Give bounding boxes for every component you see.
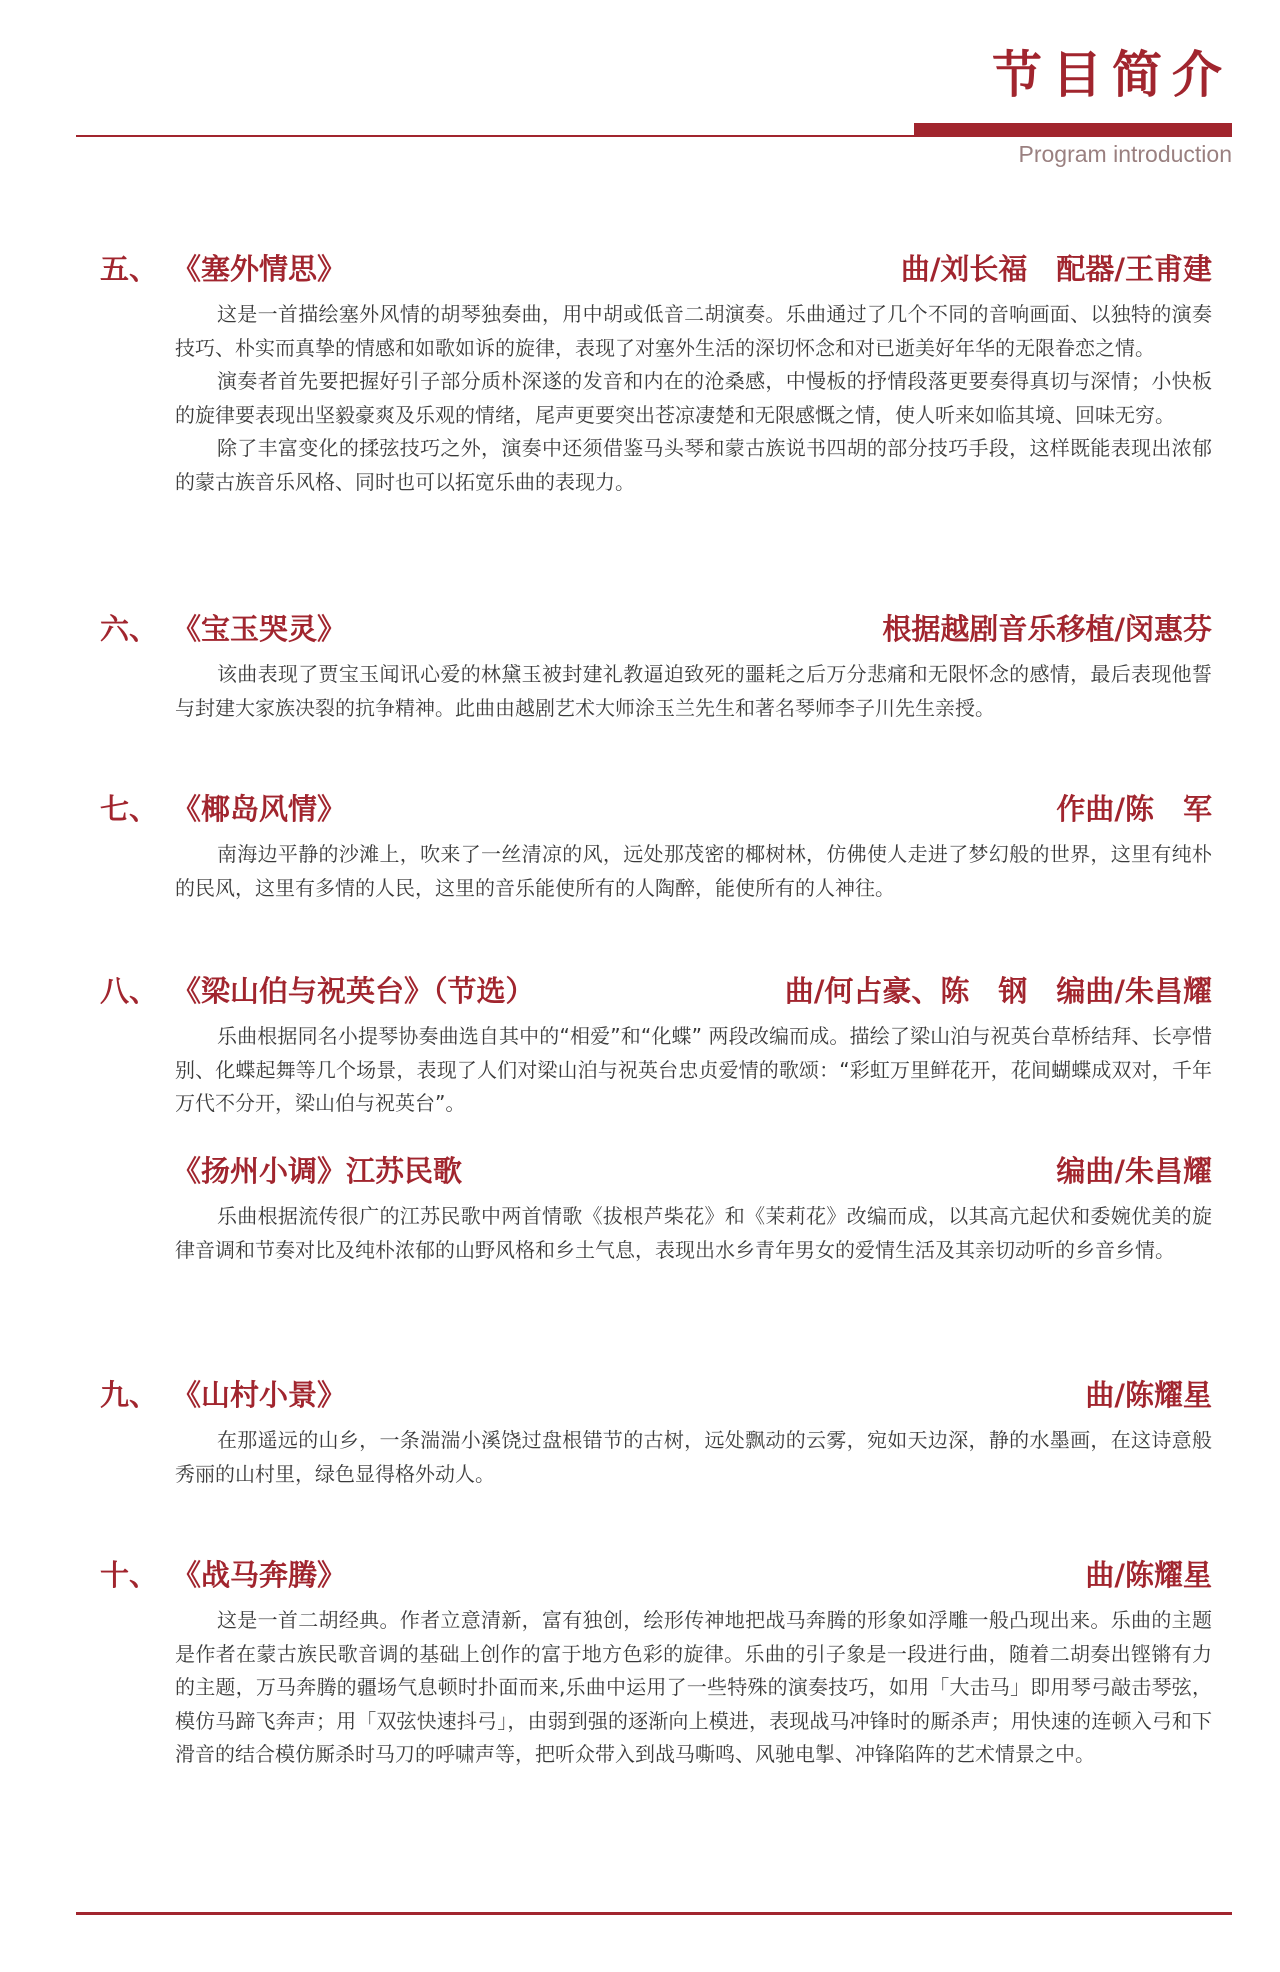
program-number: 九、 xyxy=(100,1378,159,1412)
program-credit: 曲/陈耀星 xyxy=(1085,1558,1212,1592)
program-credit: 曲/刘长福 配器/王甫建 xyxy=(900,252,1212,286)
program-title: 《战马奔腾》 xyxy=(172,1558,347,1592)
header-accent-bar xyxy=(914,123,1232,135)
program-title: 《宝玉哭灵》 xyxy=(172,612,347,646)
program-description xyxy=(175,1604,1212,1772)
program-7 xyxy=(0,788,1280,905)
program-number: 七、 xyxy=(100,792,159,826)
program-credit: 曲/陈耀星 xyxy=(1085,1378,1212,1412)
description-paragraph: 南海边平静的沙滩上，吹来了一丝清凉的风，远处那茂密的椰树林，仿佛使人走进了梦幻般的世界，这里有纯朴的民风，这里有多情的人民，这里的音乐能使所有的人陶醉，能使所有的人神往。 xyxy=(175,842,1212,900)
program-heading xyxy=(0,1374,1280,1416)
program-description xyxy=(175,298,1212,500)
program-title: 《山村小景》 xyxy=(172,1378,347,1412)
program-10 xyxy=(0,1554,1280,1772)
program-8 xyxy=(0,970,1280,1121)
program-title: 《塞外情思》 xyxy=(172,252,347,286)
program-number: 五、 xyxy=(100,252,159,286)
program-title: 《梁山伯与祝英台》（节选） xyxy=(172,974,535,1008)
program-description xyxy=(175,658,1212,725)
footer-divider xyxy=(76,1912,1232,1915)
program-description xyxy=(175,1020,1212,1121)
program-heading xyxy=(0,248,1280,290)
program-heading xyxy=(0,788,1280,830)
description-paragraph: 除了丰富变化的揉弦技巧之外，演奏中还须借鉴马头琴和蒙古族说书四胡的部分技巧手段，这样既能表现出浓郁的蒙古族音乐风格、同时也可以拓宽乐曲的表现力。 xyxy=(175,436,1212,494)
description-paragraph: 这是一首描绘塞外风情的胡琴独奏曲，用中胡或低音二胡演奏。乐曲通过了几个不同的音响画面、以独特的演奏技巧、朴实而真挚的情感和如歌如诉的旋律，表现了对塞外生活的深切怀念和对已逝美好年华的无限眷恋之情。 xyxy=(175,302,1212,360)
description-paragraph: 乐曲根据同名小提琴协奏曲选自其中的“相爱”和“化蝶” 两段改编而成。描绘了梁山泊与祝英台草桥结拜、长亭惜别、化蝶起舞等几个场景，表现了人们对梁山泊与祝英台忠贞爱情的歌颂：“彩虹万里鲜花开，花间蝴蝶成双对，千年万代不分开，梁山伯与祝英台”。 xyxy=(175,1024,1212,1116)
program-title: 《椰岛风情》 xyxy=(172,792,347,826)
description-paragraph: 演奏者首先要把握好引子部分质朴深遂的发音和内在的沧桑感，中慢板的抒情段落更要奏得真切与深情；小快板的旋律要表现出坚毅豪爽及乐观的情绪，尾声更要突出苍凉凄楚和无限感慨之情，使人听来如临其境、回味无穷。 xyxy=(175,369,1212,427)
page-subtitle: Program introduction xyxy=(1018,141,1232,167)
program-number: 十、 xyxy=(100,1558,159,1592)
program-credit: 根据越剧音乐移植/闵惠芬 xyxy=(882,612,1212,646)
program-heading xyxy=(0,1554,1280,1596)
program-8b xyxy=(0,1150,1280,1267)
program-number: 八、 xyxy=(100,974,159,1008)
description-paragraph: 这是一首二胡经典。作者立意清新，富有独创，绘形传神地把战马奔腾的形象如浮雕一般凸现出来。乐曲的主题是作者在蒙古族民歌音调的基础上创作的富于地方色彩的旋律。乐曲的引子象是一段进行曲，随着二胡奏出铿锵有力的主题，万马奔腾的疆场气息顿时扑面而来,乐曲中运用了一些特殊的演奏技巧，如用「大击马」即用琴弓敲击琴弦，模仿马蹄飞奔声；用「双弦快速抖弓」，由弱到强的逐渐向上模进，表现战马冲锋时的厮杀声；用快速的连顿入弓和下滑音的结合模仿厮杀时马刀的呼啸声等，把听众带入到战马嘶鸣、风驰电掣、冲锋陷阵的艺术情景之中。 xyxy=(175,1608,1212,1767)
program-description xyxy=(175,1200,1212,1267)
program-description xyxy=(175,838,1212,905)
program-heading xyxy=(0,1150,1280,1192)
program-description xyxy=(175,1424,1212,1491)
program-credit: 曲/何占豪、陈 钢 编曲/朱昌耀 xyxy=(784,974,1212,1008)
program-9 xyxy=(0,1374,1280,1491)
page-title: 节目简介 xyxy=(992,45,1232,104)
header-divider xyxy=(76,135,1232,137)
program-credit: 编曲/朱昌耀 xyxy=(1056,1154,1212,1188)
program-heading xyxy=(0,970,1280,1012)
program-number: 六、 xyxy=(100,612,159,646)
program-credit: 作曲/陈 军 xyxy=(1056,792,1212,826)
program-5 xyxy=(0,248,1280,500)
description-paragraph: 在那遥远的山乡，一条湍湍小溪饶过盘根错节的古树，远处飘动的云雾，宛如天边深，静的水墨画，在这诗意般秀丽的山村里，绿色显得格外动人。 xyxy=(175,1428,1212,1486)
program-6 xyxy=(0,608,1280,725)
program-title: 《扬州小调》江苏民歌 xyxy=(172,1154,463,1188)
description-paragraph: 该曲表现了贾宝玉闻讯心爱的林黛玉被封建礼教逼迫致死的噩耗之后万分悲痛和无限怀念的感情，最后表现他誓与封建大家族决裂的抗争精神。此曲由越剧艺术大师涂玉兰先生和著名琴师李子川先生亲授。 xyxy=(175,662,1212,720)
description-paragraph: 乐曲根据流传很广的江苏民歌中两首情歌《拔根芦柴花》和《茉莉花》改编而成，以其高亢起伏和委婉优美的旋律音调和节奏对比及纯朴浓郁的山野风格和乡土气息，表现出水乡青年男女的爱情生活及其亲切动听的乡音乡情。 xyxy=(175,1204,1212,1262)
program-heading xyxy=(0,608,1280,650)
